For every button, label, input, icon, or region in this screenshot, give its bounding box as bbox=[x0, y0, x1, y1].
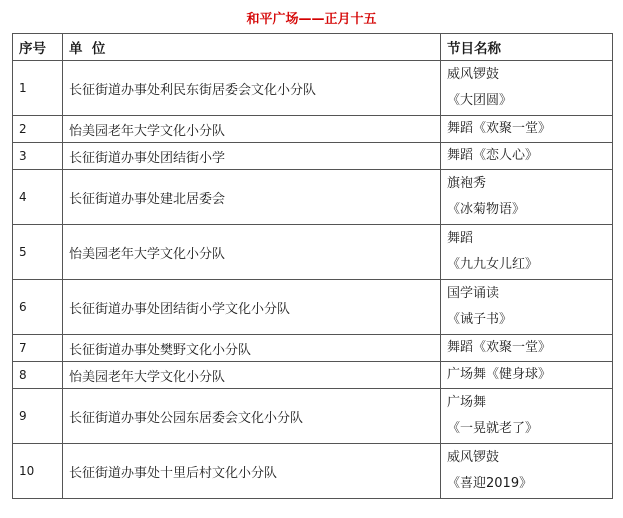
program-line: 《九九女儿红》 bbox=[447, 257, 539, 272]
cell-unit: 长征街道办事处樊野文化小分队 bbox=[63, 335, 441, 362]
cell-seq: 10 bbox=[13, 444, 63, 499]
cell-program bbox=[441, 280, 613, 335]
program-line: 威风锣鼓 bbox=[447, 450, 500, 465]
cell-unit: 怡美园老年大学文化小分队 bbox=[63, 225, 441, 280]
cell-program bbox=[441, 389, 613, 444]
cell-unit: 长征街道办事处建北居委会 bbox=[63, 170, 441, 225]
cell-program bbox=[441, 116, 613, 143]
table-row bbox=[13, 362, 613, 389]
cell-seq: 5 bbox=[13, 225, 63, 280]
cell-seq: 2 bbox=[13, 116, 63, 143]
cell-unit: 长征街道办事处公园东居委会文化小分队 bbox=[63, 389, 441, 444]
cell-program bbox=[441, 362, 613, 389]
cell-program bbox=[441, 61, 613, 116]
program-line: 舞蹈《欢聚一堂》 bbox=[447, 121, 552, 136]
table-row bbox=[13, 61, 613, 116]
table-header-row bbox=[13, 34, 613, 61]
program-line: 舞蹈《恋人心》 bbox=[447, 148, 539, 163]
cell-unit: 长征街道办事处团结街小学 bbox=[63, 143, 441, 170]
cell-seq: 1 bbox=[13, 61, 63, 116]
program-line: 《大团圆》 bbox=[447, 93, 513, 108]
cell-program bbox=[441, 444, 613, 499]
program-line: 旗袍秀 bbox=[447, 176, 487, 191]
cell-unit: 长征街道办事处十里后村文化小分队 bbox=[63, 444, 441, 499]
cell-seq: 8 bbox=[13, 362, 63, 389]
cell-seq: 7 bbox=[13, 335, 63, 362]
cell-program bbox=[441, 170, 613, 225]
cell-unit: 长征街道办事处利民东街居委会文化小分队 bbox=[63, 61, 441, 116]
header-unit: 单 位 bbox=[63, 34, 441, 61]
program-line: 广场舞《健身球》 bbox=[447, 367, 552, 382]
program-line: 舞蹈 bbox=[447, 231, 474, 246]
cell-seq: 6 bbox=[13, 280, 63, 335]
page-title: 和平广场——正月十五 bbox=[246, 12, 377, 27]
program-line: 舞蹈《欢聚一堂》 bbox=[447, 340, 552, 355]
cell-program bbox=[441, 225, 613, 280]
table-row bbox=[13, 335, 613, 362]
table-row bbox=[13, 116, 613, 143]
table-row bbox=[13, 389, 613, 444]
program-line: 《诫子书》 bbox=[447, 312, 513, 327]
program-line: 威风锣鼓 bbox=[447, 67, 500, 82]
program-line: 广场舞 bbox=[447, 395, 487, 410]
cell-unit: 怡美园老年大学文化小分队 bbox=[63, 362, 441, 389]
cell-unit: 长征街道办事处团结街小学文化小分队 bbox=[63, 280, 441, 335]
program-line: 《冰菊物语》 bbox=[447, 202, 526, 217]
table-row bbox=[13, 444, 613, 499]
cell-program bbox=[441, 335, 613, 362]
header-seq: 序号 bbox=[13, 34, 63, 61]
table-row bbox=[13, 170, 613, 225]
cell-seq: 4 bbox=[13, 170, 63, 225]
cell-program bbox=[441, 143, 613, 170]
cell-seq: 3 bbox=[13, 143, 63, 170]
table-row bbox=[13, 143, 613, 170]
program-table bbox=[12, 33, 613, 499]
cell-seq: 9 bbox=[13, 389, 63, 444]
program-line: 《一晃就老了》 bbox=[447, 421, 539, 436]
program-line: 国学诵读 bbox=[447, 286, 500, 301]
cell-unit: 怡美园老年大学文化小分队 bbox=[63, 116, 441, 143]
table-row bbox=[13, 280, 613, 335]
program-line: 《喜迎2019》 bbox=[447, 476, 533, 491]
table-row bbox=[13, 225, 613, 280]
header-program: 节目名称 bbox=[441, 34, 613, 61]
